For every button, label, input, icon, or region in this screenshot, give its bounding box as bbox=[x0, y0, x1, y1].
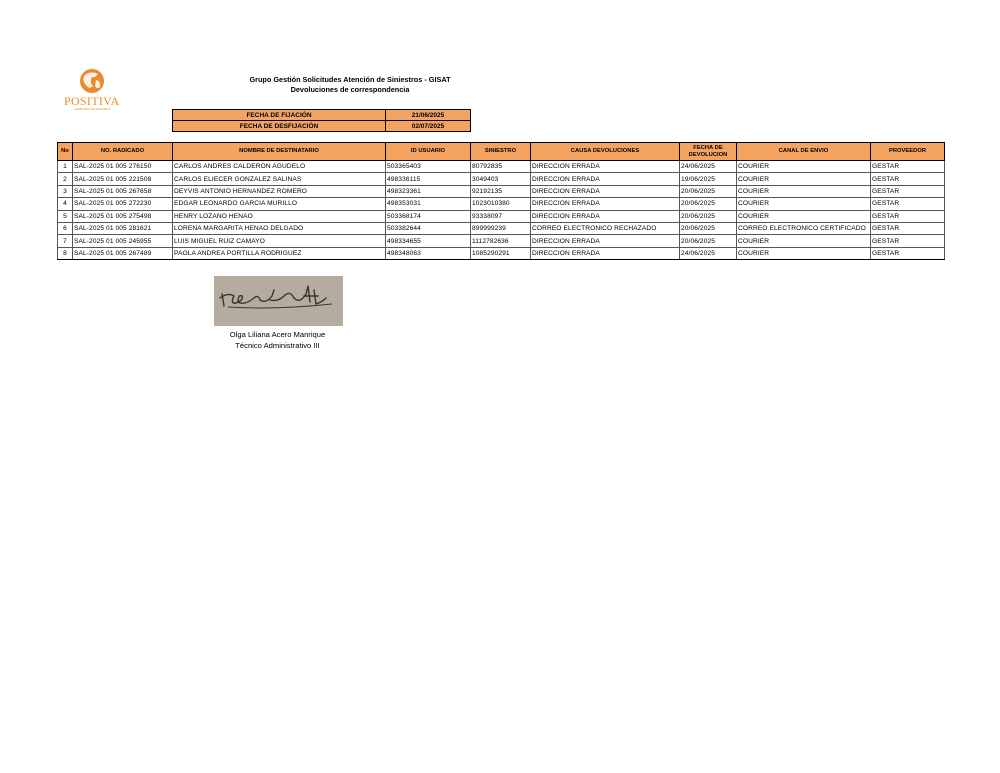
cell-no: 5 bbox=[58, 210, 73, 222]
cell-radicado: SAL-2025 01 005 276150 bbox=[73, 161, 173, 173]
cell-canal: COURIER bbox=[737, 198, 871, 210]
cell-id-usuario: 498323361 bbox=[386, 185, 471, 197]
col-header-proveedor: PROVEEDOR bbox=[871, 143, 945, 161]
cell-destinatario: HENRY LOZANO HENAO bbox=[173, 210, 386, 222]
cell-proveedor: GESTAR bbox=[871, 161, 945, 173]
cell-proveedor: GESTAR bbox=[871, 222, 945, 234]
cell-id-usuario: 498336115 bbox=[386, 173, 471, 185]
cell-radicado: SAL-2025 01 005 245955 bbox=[73, 235, 173, 247]
cell-id-usuario: 498334655 bbox=[386, 235, 471, 247]
cell-canal: COURIER bbox=[737, 235, 871, 247]
table-row bbox=[58, 210, 945, 222]
cell-siniestro: 92192135 bbox=[471, 185, 531, 197]
cell-fecha: 20/06/2025 bbox=[680, 235, 737, 247]
col-header-radicado: NO. RADICADO bbox=[73, 143, 173, 161]
cell-radicado: SAL-2025 01 005 267489 bbox=[73, 247, 173, 259]
col-header-id-usuario: ID USUARIO bbox=[386, 143, 471, 161]
table-row bbox=[58, 161, 945, 173]
col-header-causa: CAUSA DEVOLUCIONES bbox=[531, 143, 680, 161]
cell-causa: DIRECCION ERRADA bbox=[531, 185, 680, 197]
cell-destinatario: DEYVIS ANTONIO HERNANDEZ ROMERO bbox=[173, 185, 386, 197]
dates-table bbox=[172, 109, 471, 132]
cell-siniestro: 80792835 bbox=[471, 161, 531, 173]
col-header-fecha-devolucion: FECHA DE DEVOLUCION bbox=[680, 143, 737, 161]
cell-causa: DIRECCION ERRADA bbox=[531, 161, 680, 173]
col-header-no: No bbox=[58, 143, 73, 161]
cell-no: 7 bbox=[58, 235, 73, 247]
desfijacion-value: 02/07/2025 bbox=[386, 121, 471, 132]
fijacion-label: FECHA DE FIJACIÓN bbox=[173, 110, 386, 121]
cell-causa: DIRECCION ERRADA bbox=[531, 198, 680, 210]
desfijacion-row bbox=[173, 121, 471, 132]
cell-no: 4 bbox=[58, 198, 73, 210]
cell-destinatario: CARLOS ELIECER GONZALEZ SALINAS bbox=[173, 173, 386, 185]
cell-causa: DIRECCION ERRADA bbox=[531, 210, 680, 222]
cell-causa: DIRECCION ERRADA bbox=[531, 235, 680, 247]
cell-proveedor: GESTAR bbox=[871, 247, 945, 259]
cell-destinatario: EDGAR LEONARDO GARCIA MURILLO bbox=[173, 198, 386, 210]
signatory-role: Técnico Administrativo III bbox=[235, 341, 320, 350]
cell-siniestro: 899999239 bbox=[471, 222, 531, 234]
cell-canal: COURIER bbox=[737, 185, 871, 197]
cell-destinatario: LORENA MARGARITA HENAO DELGADO bbox=[173, 222, 386, 234]
document-subtitle: Devoluciones de correspondencia bbox=[290, 85, 410, 94]
table-row bbox=[58, 222, 945, 234]
cell-siniestro: 3049403 bbox=[471, 173, 531, 185]
col-header-siniestro: SINIESTRO bbox=[471, 143, 531, 161]
cell-siniestro: 1085290291 bbox=[471, 247, 531, 259]
cell-causa: CORREO ELECTRONICO RECHAZADO bbox=[531, 222, 680, 234]
cell-no: 2 bbox=[58, 173, 73, 185]
cell-id-usuario: 498353031 bbox=[386, 198, 471, 210]
cell-radicado: SAL-2025 01 005 275498 bbox=[73, 210, 173, 222]
cell-destinatario: CARLOS ANDRES CALDERON AGUDELO bbox=[173, 161, 386, 173]
cell-proveedor: GESTAR bbox=[871, 235, 945, 247]
cell-causa: DIRECCION ERRADA bbox=[531, 173, 680, 185]
cell-proveedor: GESTAR bbox=[871, 185, 945, 197]
logo-brand-text: POSITIVA bbox=[64, 94, 120, 108]
cell-destinatario: PAOLA ANDREA PORTILLA RODRIGUEZ bbox=[173, 247, 386, 259]
signatory-name: Olga Liliana Acero Manrique bbox=[229, 330, 326, 339]
col-header-canal: CANAL DE ENVIO bbox=[737, 143, 871, 161]
cell-no: 3 bbox=[58, 185, 73, 197]
cell-canal: COURIER bbox=[737, 210, 871, 222]
handwritten-signature bbox=[214, 276, 343, 326]
cell-radicado: SAL-2025 01 005 272230 bbox=[73, 198, 173, 210]
cell-id-usuario: 503382644 bbox=[386, 222, 471, 234]
fijacion-row bbox=[173, 110, 471, 121]
logo-tagline: COMPAÑÍA DE SEGUROS bbox=[74, 107, 111, 111]
returns-table bbox=[57, 142, 945, 260]
table-header-row bbox=[58, 143, 945, 161]
cell-fecha: 20/06/2025 bbox=[680, 210, 737, 222]
table-row bbox=[58, 198, 945, 210]
cell-siniestro: 1112782636 bbox=[471, 235, 531, 247]
cell-canal: COURIER bbox=[737, 247, 871, 259]
cell-siniestro: 93338097 bbox=[471, 210, 531, 222]
cell-proveedor: GESTAR bbox=[871, 210, 945, 222]
cell-canal: CORREO ELECTRONICO CERTIFICADO bbox=[737, 222, 871, 234]
cell-canal: COURIER bbox=[737, 173, 871, 185]
cell-radicado: SAL-2025 01 005 281621 bbox=[73, 222, 173, 234]
cell-proveedor: GESTAR bbox=[871, 173, 945, 185]
cell-no: 1 bbox=[58, 161, 73, 173]
table-row bbox=[58, 235, 945, 247]
table-row bbox=[58, 173, 945, 185]
cell-fecha: 19/06/2025 bbox=[680, 173, 737, 185]
col-header-destinatario: NOMBRE DE DESTINATARIO bbox=[173, 143, 386, 161]
cell-causa: DIRECCION ERRADA bbox=[531, 247, 680, 259]
table-row bbox=[58, 247, 945, 259]
cell-siniestro: 1023010380 bbox=[471, 198, 531, 210]
cell-fecha: 20/06/2025 bbox=[680, 222, 737, 234]
positiva-logo bbox=[62, 66, 122, 112]
cell-fecha: 20/06/2025 bbox=[680, 198, 737, 210]
desfijacion-label: FECHA DE DESFIJACIÓN bbox=[173, 121, 386, 132]
document-title: Grupo Gestión Solicitudes Atención de Siniestros - GISAT bbox=[249, 75, 451, 84]
cell-proveedor: GESTAR bbox=[871, 198, 945, 210]
cell-fecha: 20/06/2025 bbox=[680, 185, 737, 197]
cell-fecha: 24/06/2025 bbox=[680, 247, 737, 259]
cell-fecha: 24/06/2025 bbox=[680, 161, 737, 173]
cell-radicado: SAL-2025 01 005 221508 bbox=[73, 173, 173, 185]
logo-globe-icon bbox=[62, 66, 122, 96]
cell-radicado: SAL-2025 01 005 267658 bbox=[73, 185, 173, 197]
cell-id-usuario: 503365403 bbox=[386, 161, 471, 173]
cell-id-usuario: 503368174 bbox=[386, 210, 471, 222]
cell-no: 8 bbox=[58, 247, 73, 259]
table-row bbox=[58, 185, 945, 197]
cell-no: 6 bbox=[58, 222, 73, 234]
signature-image bbox=[214, 276, 343, 326]
cell-id-usuario: 498348063 bbox=[386, 247, 471, 259]
cell-destinatario: LUIS MIGUEL RUIZ CAMAYO bbox=[173, 235, 386, 247]
cell-canal: COURIER bbox=[737, 161, 871, 173]
fijacion-value: 21/06/2025 bbox=[386, 110, 471, 121]
